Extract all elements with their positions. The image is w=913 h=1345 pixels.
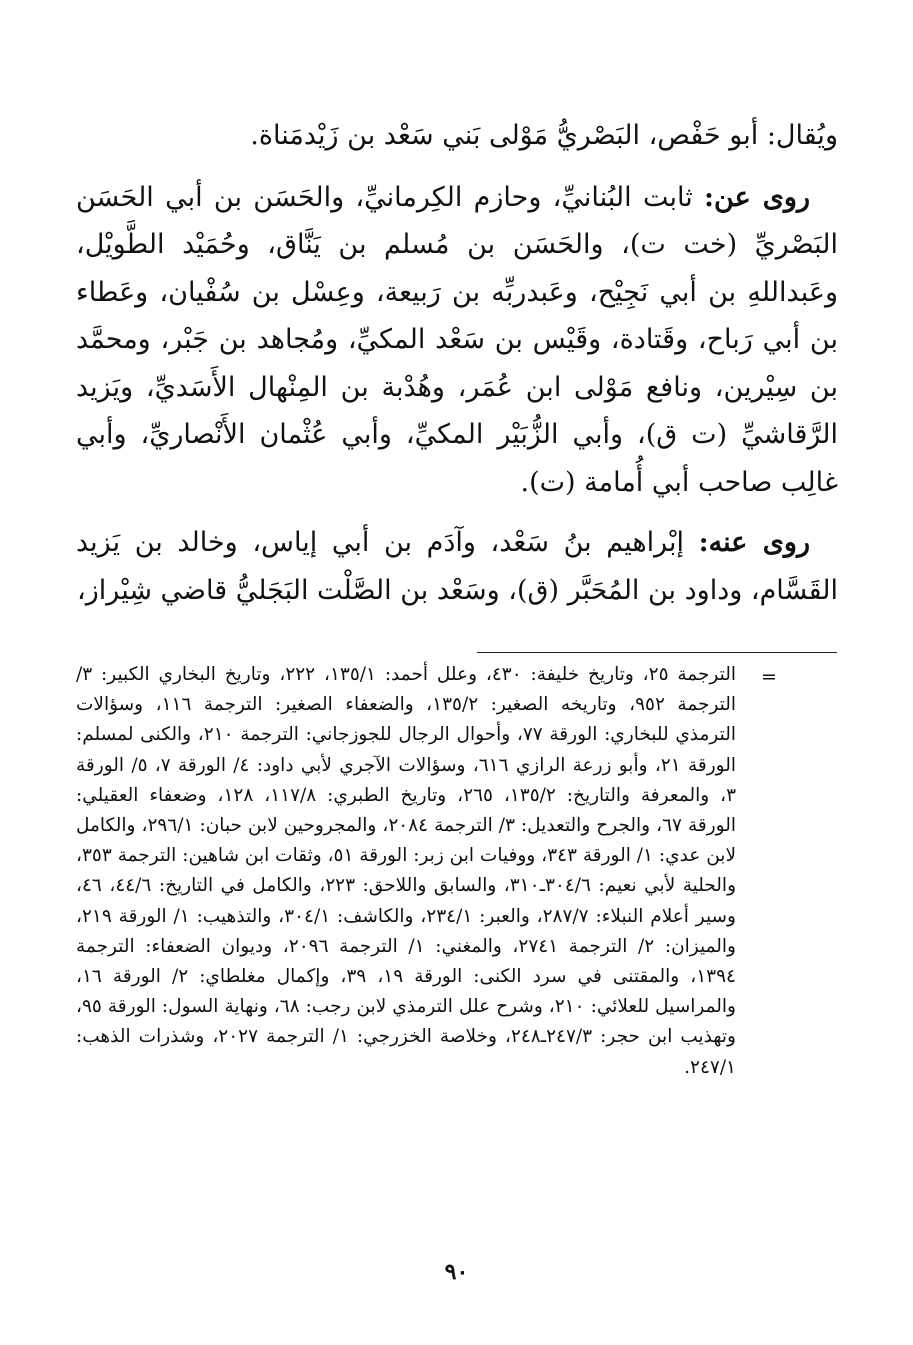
page-number: ٩٠ [444, 1259, 469, 1285]
narrators-from-text: ثابت البُنانيِّ، وحازم الكِرمانيِّ، والحَسَن بن أبي الحَسَن البَصْريِّ (خت ت)، والحَسَن بن مُسلم بن يَنَّاق، وحُمَيْد الطَّويْل، وعَبداللهِ بن أبي نَجِيْح، وعَبدربِّه بن رَبيعة، وعِسْل بن سُفْيان، وعَطاء بن أبي رَباح، وقَتادة، وقَيْس بن سَعْد المكيِّ، ومُجاهد بن جَبْر، ومحمَّد بن سِيْرين، ونافع مَوْلى ابن عُمَر، وهُدْبة بن المِنْهال الأَسَديِّ، ويَزيد الرَّقاشيِّ (ت ق)، وأبي الزُّبَيْر المكيِّ، وأبي عُثْمان الأَنْصاريِّ، وأبي غالِب صاحب أبي أُمامة (ت). [76, 181, 838, 498]
narrators-to-paragraph [76, 519, 838, 614]
footnotes [76, 660, 736, 1083]
narrators-from-label: روى عن: [704, 181, 811, 213]
narrators-to-text: إبْراهيم بنُ سَعْد، وآدَم بن أبي إياس، وخالد بن يَزيد القَسَّام، وداود بن المُحَبَّر (ق)، وسَعْد بن الصَّلْت البَجَليُّ قاضي شِيْراز، [76, 527, 838, 606]
footnote-divider [477, 652, 837, 653]
footnote-continuation-marker: = [761, 666, 777, 688]
narrators-to-label: روى عنه: [698, 527, 810, 558]
footnote-text: الترجمة ٢٥، وتاريخ خليفة: ٤٣٠، وعلل أحمد: ١٣٥/١، ٢٢٢، وتاريخ البخاري الكبير: ٣/ الترجمة ٩٥٢، وتاريخه الصغير: ١٣٥/٢، والضعفاء الصغير: الترجمة ١١٦، وسؤالات الترمذي للبخاري: الورقة ٧٧، وأحوال الرجال للجوزجاني: الترجمة ٢١٠، والكنى لمسلم: الورقة ٢١، وأبو زرعة الرازي ٦١٦، وسؤالات الآجري لأبي داود: ٤/ الورقة ٧، ٥/ الورقة ٣، والمعرفة والتاريخ: ١٣٥/٢، ٢٦٥، وتاريخ الطبري: ١١٧/٨، ١٢٨، وضعفاء العقيلي: الورقة ٦٧، والجرح والتعديل: ٣/ الترجمة ٢٠٨٤، والمجروحين لابن حبان: ٢٩٦/١، والكامل لابن عدي: ١/ الورقة ٣٤٣، ووفيات ابن زبر: الورقة ٥١، وثقات ابن شاهين: الترجمة ٣٥٣، والحلية لأبي نعيم: ٣٠٤/٦ـ٣١٠، والسابق واللاحق: ٢٢٣، والكامل في التاريخ: ٤٤/٦، ٤٦، وسير أعلام النبلاء: ٢٨٧/٧، والعبر: ٢٣٤/١، والكاشف: ٣٠٤/١، والتذهيب: ١/ الورقة ٢١٩، والميزان: ٢/ الترجمة ٢٧٤١، والمغني: ١/ الترجمة ٢٠٩٦، وديوان الضعفاء: الترجمة ١٣٩٤، والمقتنى في سرد الكنى: الورقة ١٩، ٣٩، وإكمال مغلطاي: ٢/ الورقة ١٦، والمراسيل للعلائي: ٢١٠، وشرح علل الترمذي لابن رجب: ٦٨، ونهاية السول: الورقة ٩٥، وتهذيب ابن حجر: ٢٤٧/٣ـ٢٤٨، وخلاصة الخزرجي: ١/ الترجمة ٢٠٢٧، وشذرات الذهب: ٢٤٧/١. [76, 664, 737, 1078]
narrators-from-paragraph [76, 174, 838, 507]
main-text [76, 112, 838, 627]
kunya-line: ويُقال: أبو حَفْص، البَصْريُّ مَوْلى بَني سَعْد بن زَيْدمَناة. [250, 120, 838, 151]
